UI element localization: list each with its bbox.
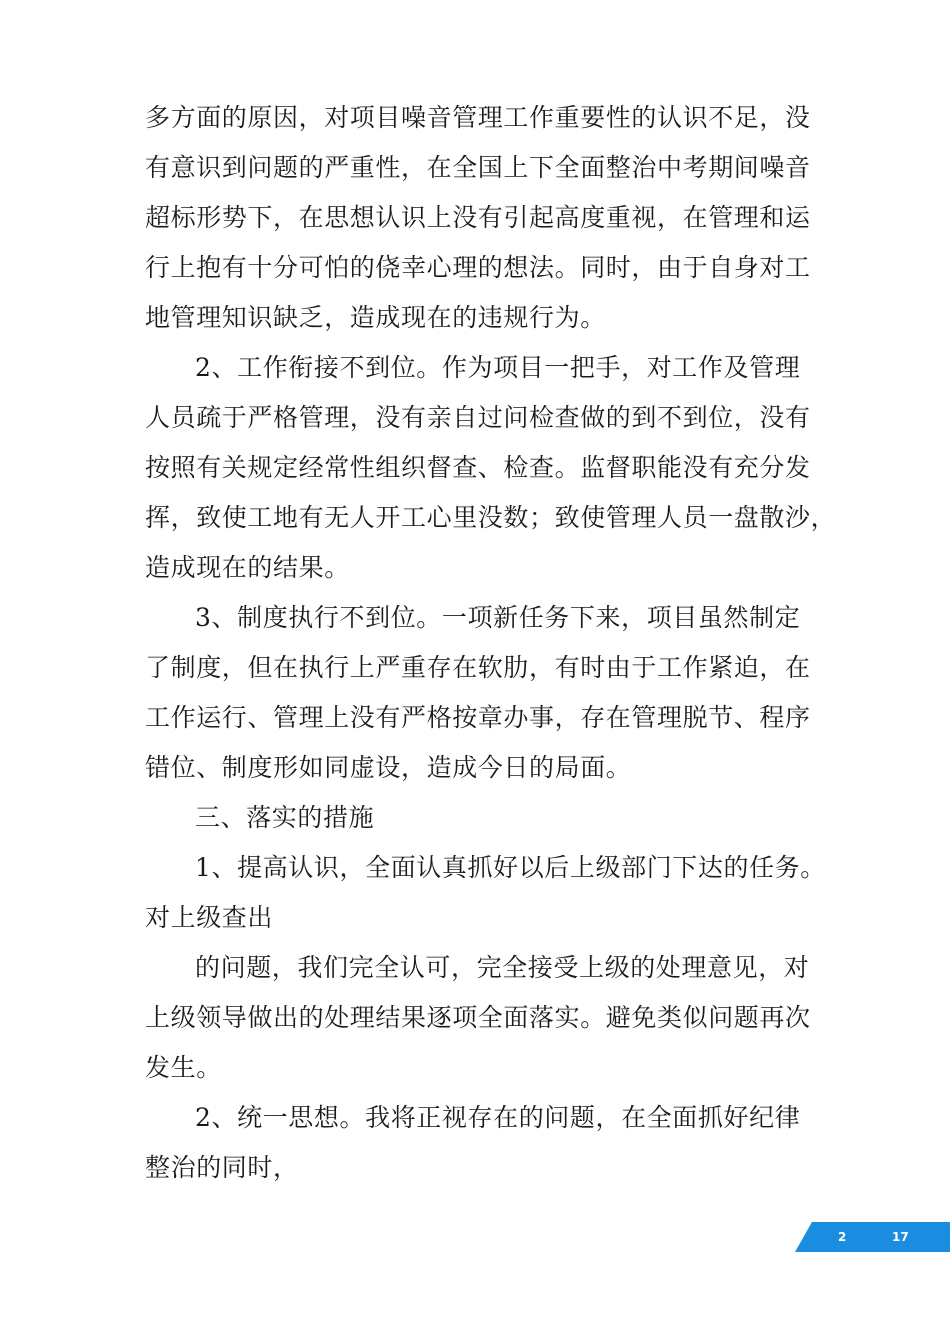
- text-line: 三、落实的措施: [195, 803, 375, 832]
- text-line: 2、工作衔接不到位。作为项目一把手，对工作及管理: [195, 353, 801, 382]
- text-line: 3、制度执行不到位。一项新任务下来，项目虽然制定: [195, 603, 801, 632]
- text-line: 发生。: [145, 1053, 222, 1082]
- page-footer: [795, 1222, 950, 1252]
- text-line: 工作运行、管理上没有严格按章办事，存在管理脱节、程序: [145, 703, 811, 732]
- total-pages: 17: [892, 1230, 909, 1244]
- text-line: 挥，致使工地有无人开工心里没数；致使管理人员一盘散沙，: [145, 503, 837, 532]
- text-line: 整治的同时，: [145, 1153, 299, 1182]
- text-line: 地管理知识缺乏，造成现在的违规行为。: [145, 303, 606, 332]
- text-line: 造成现在的结果。: [145, 553, 350, 582]
- text-line: 对上级查出: [145, 903, 274, 932]
- text-line: 2、统一思想。我将正视存在的问题，在全面抓好纪律: [195, 1103, 801, 1132]
- text-line: 按照有关规定经常性组织督查、检查。监督职能没有充分发: [145, 453, 811, 482]
- page-number-banner: [795, 1222, 950, 1252]
- text-line: 1、提高认识，全面认真抓好以后上级部门下达的任务。: [195, 853, 826, 882]
- text-line: 的问题，我们完全认可，完全接受上级的处理意见，对: [195, 953, 810, 982]
- text-line: 错位、制度形如同虚设，造成今日的局面。: [145, 753, 632, 782]
- text-line: 人员疏于严格管理，没有亲自过问检查做的到不到位，没有: [145, 403, 811, 432]
- text-line: 上级领导做出的处理结果逐项全面落实。避免类似问题再次: [145, 1003, 811, 1032]
- text-line: 超标形势下，在思想认识上没有引起高度重视，在管理和运: [145, 203, 811, 232]
- document-body: [145, 93, 837, 1193]
- page-number: 2: [838, 1230, 847, 1244]
- text-line: 行上抱有十分可怕的侥幸心理的想法。同时，由于自身对工: [145, 253, 811, 282]
- text-line: 多方面的原因，对项目噪音管理工作重要性的认识不足，没: [145, 103, 811, 132]
- text-line: 有意识到问题的严重性，在全国上下全面整治中考期间噪音: [145, 153, 811, 182]
- text-line: 了制度，但在执行上严重存在软肋，有时由于工作紧迫，在: [145, 653, 811, 682]
